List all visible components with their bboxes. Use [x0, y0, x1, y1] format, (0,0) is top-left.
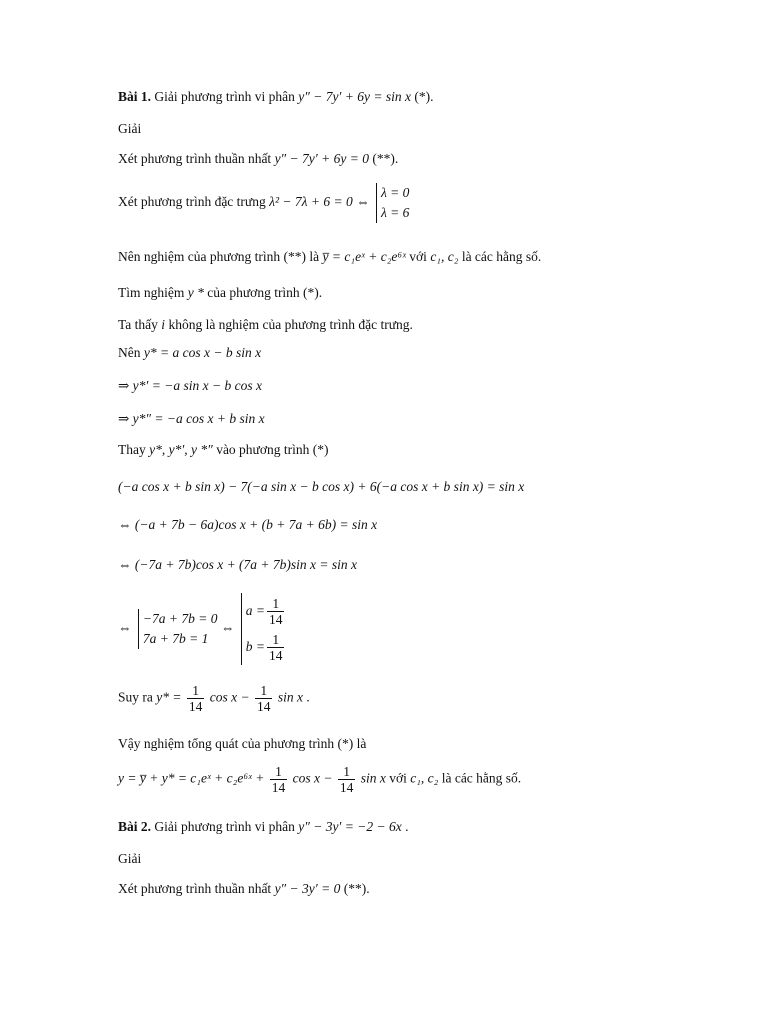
system-line	[118, 593, 286, 665]
system-eq-2: 7a + 7b = 1	[142, 631, 209, 646]
fraction-b-den: 14	[268, 647, 283, 663]
first-derivative-line: ⇒ y*′ = −a sin x − b cos x	[118, 378, 262, 393]
substitute-symbols: y*, y*′, y *″	[149, 442, 213, 457]
linear-system	[138, 609, 218, 649]
b-label: b =	[245, 639, 265, 654]
substituted-equation: (−a cos x + b sin x) − 7(−a sin x − b cos x) + 6(−a cos x + b sin x) = sin x	[118, 479, 525, 494]
problem-2-text: Giải phương trình vi phân	[154, 819, 295, 834]
ansatz-text: Nên	[118, 345, 141, 360]
imaginary-unit: i	[161, 317, 166, 332]
homogeneous-2-line	[118, 880, 370, 898]
solution-a	[246, 593, 287, 629]
general-solution-intro: Vậy nghiệm tổng quát của phương trình (*) là	[118, 736, 367, 751]
fraction-gen-cos-num: 1	[270, 764, 288, 780]
solution-1-heading: Giải	[118, 121, 142, 136]
root-1: λ = 0	[380, 185, 410, 200]
homogeneous-equation: y″ − 7y′ + 6y = 0	[274, 151, 369, 166]
problem-2-tag: .	[405, 819, 409, 834]
fraction-sin	[255, 683, 273, 714]
general-with-word: với	[389, 770, 407, 786]
with-word: với	[409, 249, 427, 264]
a-label: a =	[245, 603, 265, 618]
homogeneous-tag: (**).	[372, 151, 399, 166]
ansatz-equation: y* = a cos x − b sin x	[143, 345, 262, 360]
general-constants-tail: là các hằng số.	[441, 770, 522, 786]
general-homogeneous-text: Nên nghiệm của phương trình (**) là	[118, 249, 320, 264]
fraction-a-num: 1	[267, 596, 285, 612]
problem-1-tag: (*).	[414, 89, 434, 104]
fraction-sin-den: 14	[256, 699, 271, 714]
constants-tail: là các hằng số.	[461, 249, 542, 264]
particular-solution-text: Suy ra	[118, 689, 153, 705]
fraction-b	[267, 632, 285, 663]
characteristic-text: Xét phương trình đặc trưng	[118, 194, 266, 210]
particular-symbol: y *	[187, 285, 204, 300]
problem-1-label: Bài 1.	[118, 89, 152, 104]
ansatz-line	[118, 344, 261, 362]
particular-lhs: y* =	[156, 689, 182, 705]
fraction-cos-num: 1	[187, 683, 205, 699]
general-solution-line	[118, 764, 521, 795]
fraction-cos-den: 14	[188, 699, 203, 714]
solution-2-heading: Giải	[118, 851, 142, 866]
substitute-line	[118, 441, 329, 459]
second-derivative-line: ⇒ y*″ = −a cos x + b sin x	[118, 411, 265, 426]
particular-search-tail: của phương trình (*).	[207, 285, 323, 300]
observation-line	[118, 316, 413, 334]
general-constants: c₁, c₂	[410, 770, 439, 786]
constants: c₁, c₂	[430, 249, 459, 264]
general-sin-term: sin x	[360, 770, 386, 786]
characteristic-roots	[376, 183, 409, 223]
fraction-gen-cos	[270, 764, 288, 795]
homogeneous-line	[118, 150, 398, 168]
observation-text: Ta thấy	[118, 317, 158, 332]
particular-solution-line	[118, 683, 310, 714]
homogeneous-text: Xét phương trình thuần nhất	[118, 151, 272, 166]
grouped-equation: ⇔ (−a + 7b − 6a)cos x + (b + 7a + 6b) = sin x	[118, 517, 378, 532]
solution-b	[246, 629, 287, 665]
particular-cos-term: cos x −	[209, 689, 250, 705]
particular-dot: .	[306, 689, 310, 705]
problem-2-equation: y″ − 3y′ = −2 − 6x	[298, 819, 402, 834]
general-solution-lhs: y = y̅ + y* = c₁eˣ + c₂e⁶ˣ +	[118, 770, 265, 786]
problem-2-label: Bài 2.	[118, 819, 152, 834]
system-eq-1: −7a + 7b = 0	[142, 611, 218, 626]
characteristic-equation: λ² − 7λ + 6 = 0 ⇔	[269, 194, 370, 210]
fraction-gen-cos-den: 14	[271, 780, 286, 795]
fraction-sin-num: 1	[255, 683, 273, 699]
problem-1-statement	[118, 88, 433, 106]
fraction-b-num: 1	[267, 632, 285, 648]
characteristic-line	[118, 183, 409, 223]
homogeneous-2-tag: (**).	[343, 881, 370, 896]
homogeneous-2-equation: y″ − 3y′ = 0	[274, 881, 341, 896]
equiv-symbol-2: ⇔	[220, 620, 235, 636]
problem-1-text: Giải phương trình vi phân	[154, 89, 295, 104]
fraction-gen-sin-den: 14	[339, 780, 354, 795]
general-homogeneous-line	[118, 248, 541, 266]
fraction-gen-sin	[338, 764, 356, 795]
general-homogeneous-equation: y̅ = c₁eˣ + c₂e⁶ˣ	[322, 249, 406, 264]
particular-search-line	[118, 284, 322, 302]
simplified-equation: ⇔ (−7a + 7b)cos x + (7a + 7b)sin x = sin x	[118, 557, 358, 572]
general-cos-term: cos x −	[292, 770, 333, 786]
fraction-gen-sin-num: 1	[338, 764, 356, 780]
particular-search-text: Tìm nghiệm	[118, 285, 185, 300]
particular-sin-term: sin x	[277, 689, 303, 705]
fraction-cos	[187, 683, 205, 714]
homogeneous-2-text: Xét phương trình thuần nhất	[118, 881, 272, 896]
root-2: λ = 6	[380, 205, 410, 220]
problem-1-equation: y″ − 7y′ + 6y = sin x	[298, 89, 411, 104]
problem-2-statement	[118, 818, 408, 836]
fraction-a-den: 14	[268, 611, 283, 627]
substitute-text: Thay	[118, 442, 146, 457]
equiv-symbol-1: ⇔	[118, 620, 132, 636]
fraction-a	[267, 596, 285, 627]
substitute-tail: vào phương trình (*)	[216, 442, 329, 457]
system-solution	[241, 593, 287, 665]
observation-tail: không là nghiệm của phương trình đặc trưng.	[168, 317, 413, 332]
